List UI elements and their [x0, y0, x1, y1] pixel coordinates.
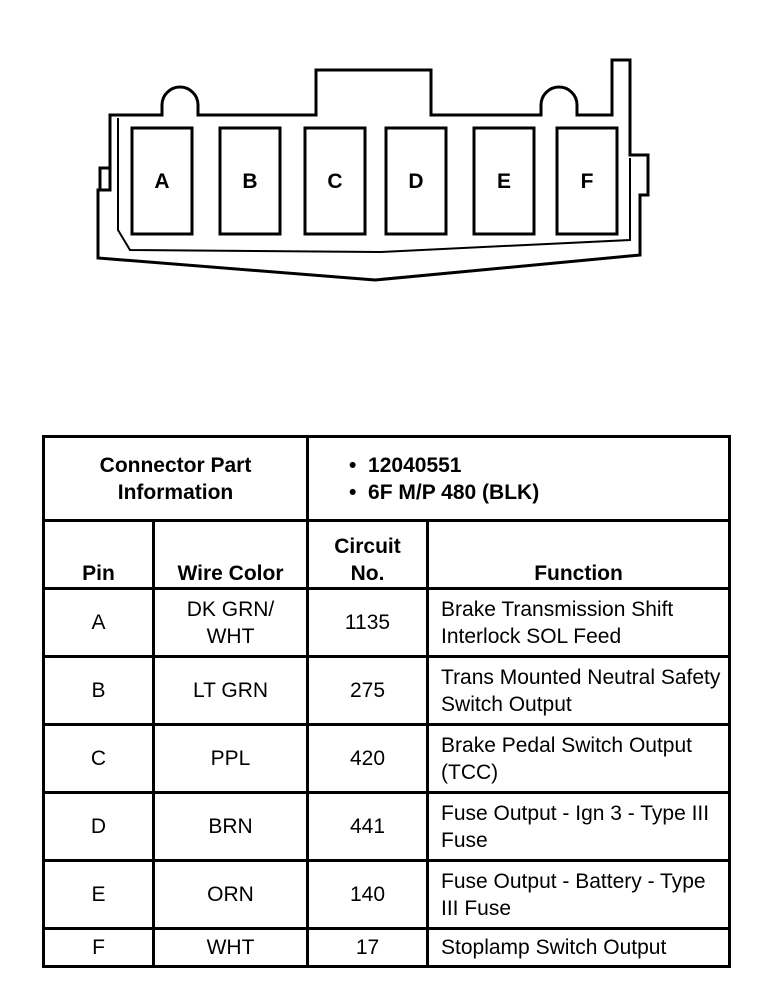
cell-circuit: 17 — [308, 929, 428, 967]
table-row — [44, 589, 730, 657]
part-info-label: Connector Part Information — [44, 437, 308, 521]
column-header-row — [44, 521, 730, 589]
header-circuit-no: Circuit No. — [308, 521, 428, 589]
cell-pin: E — [44, 861, 154, 929]
header-function: Function — [428, 521, 730, 589]
cell-circuit: 275 — [308, 657, 428, 725]
table-row — [44, 861, 730, 929]
part-number-list — [308, 437, 730, 521]
part-number-item: • 6F M/P 480 (BLK) — [349, 479, 722, 506]
cell-circuit: 420 — [308, 725, 428, 793]
cell-pin: C — [44, 725, 154, 793]
connector-inner-wall — [118, 118, 630, 252]
connector-housing-outline — [98, 60, 648, 280]
cell-wire-color: DK GRN/ WHT — [154, 589, 308, 657]
part-info-row — [44, 437, 730, 521]
pin-label-f: F — [580, 170, 594, 193]
cell-function: Brake Transmission Shift Interlock SOL Feed — [428, 589, 730, 657]
cell-wire-color: LT GRN — [154, 657, 308, 725]
part-number-item: • 12040551 — [349, 452, 722, 479]
cell-function: Fuse Output - Battery - Type III Fuse — [428, 861, 730, 929]
cell-wire-color: BRN — [154, 793, 308, 861]
cell-function: Trans Mounted Neutral Safety Switch Output — [428, 657, 730, 725]
cell-pin: D — [44, 793, 154, 861]
cell-pin: F — [44, 929, 154, 967]
header-pin: Pin — [44, 521, 154, 589]
cell-function: Stoplamp Switch Output — [428, 929, 730, 967]
pin-label-d: D — [408, 170, 424, 193]
table-row — [44, 793, 730, 861]
cell-wire-color: ORN — [154, 861, 308, 929]
table-row — [44, 929, 730, 967]
cell-function: Fuse Output - Ign 3 - Type III Fuse — [428, 793, 730, 861]
pin-label-e: E — [496, 170, 512, 193]
connector-diagram — [0, 0, 768, 300]
cell-function: Brake Pedal Switch Output (TCC) — [428, 725, 730, 793]
pin-label-a: A — [154, 170, 170, 193]
pin-label-c: C — [327, 170, 343, 193]
cell-circuit: 441 — [308, 793, 428, 861]
pin-label-b: B — [242, 170, 258, 193]
cell-circuit: 140 — [308, 861, 428, 929]
table-row — [44, 657, 730, 725]
cell-wire-color: WHT — [154, 929, 308, 967]
cell-pin: B — [44, 657, 154, 725]
cell-wire-color: PPL — [154, 725, 308, 793]
table-row — [44, 725, 730, 793]
cell-pin: A — [44, 589, 154, 657]
cell-circuit: 1135 — [308, 589, 428, 657]
connector-info-table — [42, 435, 731, 968]
header-wire-color: Wire Color — [154, 521, 308, 589]
